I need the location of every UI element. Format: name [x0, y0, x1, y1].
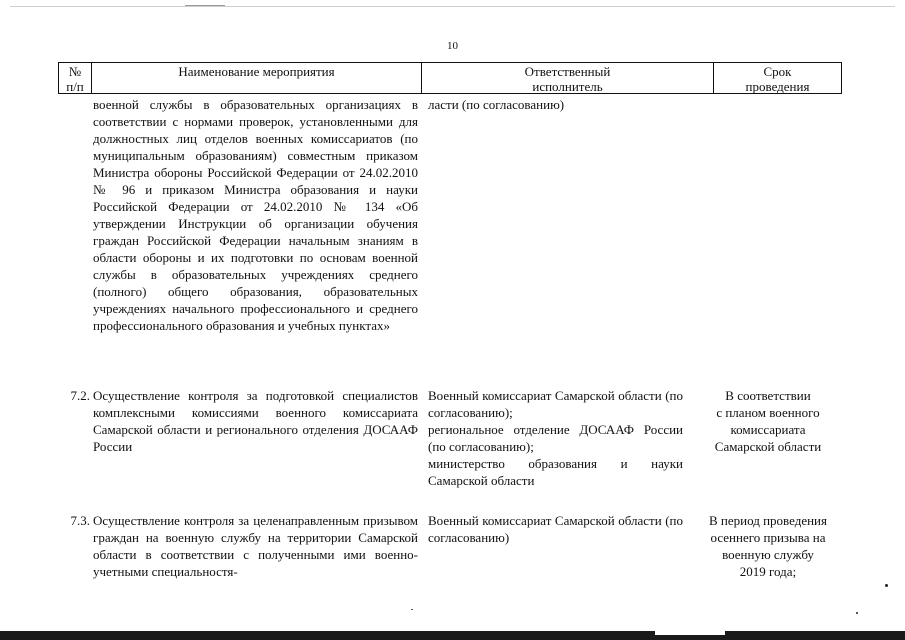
scan-speck — [411, 609, 413, 610]
row-7-3-term-line: осеннего призыва на — [710, 530, 826, 545]
header-term-line-1: Срок — [763, 64, 792, 79]
header-number-line-1: № — [68, 64, 82, 79]
row-7-2-responsible-item: Военный комиссариат Самарской области (по согласованию); — [428, 388, 683, 420]
row-7-2-term — [694, 387, 842, 455]
page-number: 10 — [447, 40, 458, 52]
row-7-3-term — [694, 512, 842, 580]
continuation-name: военной службы в образовательных организациях в соответствии с нормами проверок, установленными для должностных лиц отделов военных комиссариатов (по муниципальным образованиям) совместным приказом Министра обороны Российской Федерации от 24.02.2010 № 96 и приказом Министра образования и науки Российской Федерации от 24.02.2010 № 134 «Об утверждении Инструкции об организации обучения граждан Российской Федерации начальным знаниям в области обороны и их подготовки по основам военной службы в образовательных учреждениях среднего (полного) общего образования, образовательных учреждениях начального профессионального и среднего профессионального образования и учебных пунктах» — [93, 97, 418, 333]
row-7-2-term-line: В соответствии — [725, 388, 811, 403]
scan-top-edge — [10, 6, 895, 7]
header-number — [59, 63, 92, 93]
row-7-2-number: 7.2. — [70, 388, 90, 403]
row-7-3-term-line: военную службу — [722, 547, 814, 562]
table-header — [58, 62, 842, 94]
row-7-3-number: 7.3. — [70, 513, 90, 528]
header-term — [714, 63, 841, 93]
row-7-2-responsible-item: региональное отделение ДОСААФ России (по согласованию); — [428, 422, 683, 454]
row-7-2-responsible-item: министерство образования и науки Самарской области — [428, 456, 683, 488]
row-7-2-responsible — [428, 387, 683, 489]
header-name: Наименование мероприятия — [92, 63, 422, 93]
row-7-2-term-line: комиссариата — [730, 422, 806, 437]
header-responsible — [422, 63, 714, 93]
scan-artifact — [655, 631, 725, 635]
scan-artifact — [185, 5, 225, 6]
row-7-3-term-line: В период проведения — [709, 513, 827, 528]
scan-speck — [885, 584, 888, 587]
header-term-line-2: проведения — [745, 79, 810, 94]
row-7-3-term-line: 2019 года; — [739, 564, 797, 579]
scan-speck — [856, 612, 858, 614]
row-7-2-term-line: с планом военного — [716, 405, 820, 420]
row-7-2-term-line: Самарской области — [714, 439, 822, 454]
header-number-line-2: п/п — [66, 79, 84, 94]
continuation-responsible: ласти (по согласованию) — [428, 97, 565, 112]
scan-bottom-edge — [0, 631, 905, 640]
row-7-2-name: Осуществление контроля за подготовкой специалистов комплексными комиссиями военного комиссариата Самарской области и регионального отделения ДОСААФ России — [93, 388, 418, 454]
header-responsible-line-2: исполнитель — [532, 79, 603, 94]
row-7-3-name: Осуществление контроля за целенаправленным призывом граждан на военную службу на территории Самарской области в соответствии с полученными ими военно-учетными специальностя- — [93, 513, 418, 579]
row-7-3-responsible-item: Военный комиссариат Самарской области (по согласованию) — [428, 513, 683, 545]
row-7-3-responsible — [428, 512, 683, 546]
header-responsible-line-1: Ответственный — [524, 64, 611, 79]
